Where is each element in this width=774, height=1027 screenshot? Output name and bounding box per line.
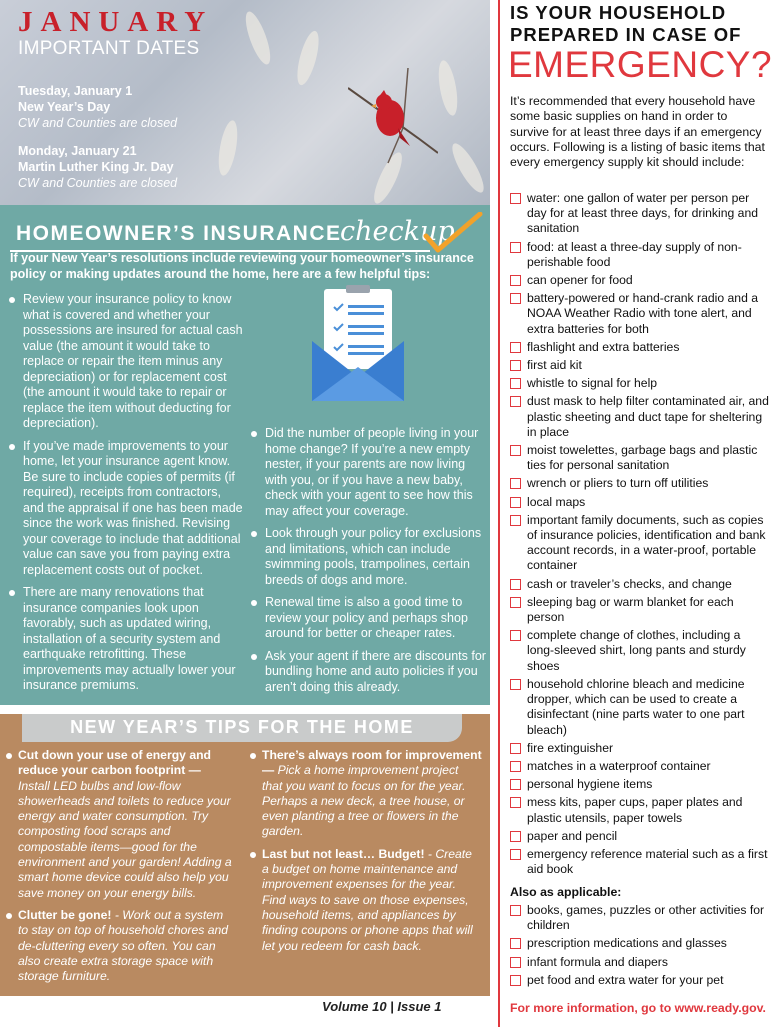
checklist-item-text: paper and pencil (527, 828, 618, 843)
checklist-item (510, 443, 770, 473)
checkbox-icon (510, 360, 521, 371)
checkbox-icon (510, 597, 521, 608)
checkbox-icon (510, 242, 521, 253)
checklist-item (510, 829, 770, 844)
checklist-item (510, 847, 770, 877)
checkbox-icon (510, 342, 521, 353)
grass-decoration (293, 29, 323, 87)
checkbox-icon (510, 497, 521, 508)
checklist-item (510, 795, 770, 825)
list-item (6, 908, 236, 984)
checklist-item (510, 376, 770, 391)
checkbox-icon (510, 378, 521, 389)
checklist-item-text: pet food and extra water for your pet (527, 972, 724, 987)
list-item: Ask your agent if there are discounts for bundling home and auto policies if you aren’t doing this already. (250, 649, 486, 696)
event-date: Monday, January 21 (18, 144, 137, 158)
checklist-item-text: personal hygiene items (527, 777, 653, 792)
list-item (250, 847, 482, 954)
list-item: Look through your policy for exclusions and limitations, which can include swimming pools, trampolines, certain breeds of dogs and more. (250, 526, 486, 588)
checklist-item (510, 495, 770, 510)
checkbox-icon (510, 293, 521, 304)
checklist-item-text: books, games, puzzles or other activities for children (527, 903, 765, 933)
emergency-title-line3: EMERGENCY? (508, 44, 773, 85)
checkbox-icon (510, 396, 521, 407)
checklist-item-text: sleeping bag or warm blanket for each person (527, 594, 734, 625)
checklist-item (510, 903, 770, 933)
hero-subtitle: IMPORTANT DATES (18, 38, 200, 59)
checklist-item-text: household chlorine bleach and medicine dropper, which can be used to create a disinfectant (nine parts water to one part bleach) (527, 676, 745, 737)
insurance-intro: If your New Year’s resolutions include reviewing your homeowner’s insurance policy or making updates around the home, here are a few helpful tips: (10, 251, 474, 281)
checkbox-icon (510, 849, 521, 860)
checkbox-icon (510, 797, 521, 808)
column-divider (498, 0, 500, 1027)
checkbox-icon (510, 938, 521, 949)
grass-decoration (215, 119, 240, 177)
checklist-item-text: battery-powered or hand-crank radio and a NOAA Weather Radio with tone alert, and extra batteries for both (527, 291, 759, 336)
checklist-item-text: local maps (527, 494, 586, 509)
insurance-title: HOMEOWNER’S INSURANCE (16, 222, 342, 245)
list-item: Renewal time is also a good time to review your policy and perhaps shop around for better or cheaper rates. (250, 595, 486, 642)
envelope-checklist-icon (310, 285, 406, 403)
tip-body: - Work out a system to stay on top of household chores and de-cluttering every so often. You can also create extra storage space with storage furniture. (18, 907, 229, 984)
event-date: Tuesday, January 1 (18, 84, 133, 98)
emergency-checklist (510, 191, 770, 880)
checklist-item (510, 394, 770, 440)
insurance-title-script: checkup (340, 216, 455, 247)
checklist-item-text: water: one gallon of water per person per day for at least three days, for drinking and sanitation (527, 191, 759, 236)
checklist-item-text: mess kits, paper cups, paper plates and plastic utensils, paper towels (527, 795, 743, 825)
list-item: Review your insurance policy to know what is covered and whether your possessions are insured for actual cash value (the amount it would take to replace or repair the item minus any depreciation) or for replacement cost (the amount it would take to repair or replace the item without deducting for depreciation). (8, 292, 245, 432)
tips-list-right (250, 748, 482, 961)
insurance-list-left (8, 292, 245, 701)
list-item: Did the number of people living in your home change? If you’re a new empty nester, if your parents are now living with you, or if you have a new baby, check with your agent to see how this may affect your coverage. (250, 426, 486, 519)
tip-body: - Create a budget on home maintenance and improvement expenses for the year. Find ways to save on those expenses, household items, and appliances by finding coupons or phone apps that will let you redeem for cash back. (262, 846, 473, 953)
checkbox-icon (510, 515, 521, 526)
checkbox-icon (510, 579, 521, 590)
event-note: CW and Counties are closed (18, 176, 178, 190)
checklist-item-text: can opener for food (527, 273, 633, 288)
more-info-link[interactable]: For more information, go to www.ready.gov. (510, 1001, 766, 1015)
checkbox-icon (510, 957, 521, 968)
checklist-item-text: whistle to signal for help (527, 376, 658, 391)
hero-banner (0, 0, 490, 205)
tip-lead: There’s always room for improvement — (262, 748, 482, 778)
checkbox-icon (510, 193, 521, 204)
checkbox-icon (510, 275, 521, 286)
checkbox-icon (510, 761, 521, 772)
checkbox-icon (510, 679, 521, 690)
checklist-item-text: wrench or pliers to turn off utilities (527, 476, 709, 491)
tip-lead: Cut down your use of energy and reduce your carbon footprint — (18, 748, 211, 778)
checkbox-icon (510, 975, 521, 986)
event-note: CW and Counties are closed (18, 116, 178, 130)
checklist-item-text: moist towelettes, garbage bags and plastic ties for personal sanitation (527, 443, 758, 473)
tips-list-left (6, 748, 236, 991)
tip-body: Pick a home improvement project that you want to focus on for the year. Perhaps a new deck, a tree house, or even planting a tree or flowers in the garden. (262, 763, 466, 839)
tips-section (0, 714, 490, 996)
checklist-item (510, 741, 770, 756)
checklist-item-text: infant formula and diapers (527, 954, 668, 969)
tip-lead: Last but not least… Budget! (262, 846, 425, 861)
also-checklist (510, 903, 770, 991)
volume-issue: Volume 10 | Issue 1 (322, 999, 442, 1014)
checklist-item (510, 273, 770, 288)
list-item (6, 748, 236, 901)
tips-title: NEW YEAR’S TIPS FOR THE HOME (70, 717, 414, 737)
event-name: Martin Luther King Jr. Day (18, 160, 174, 174)
checklist-item (510, 358, 770, 373)
grass-decoration (447, 140, 489, 196)
checklist-item (510, 628, 770, 674)
checklist-item (510, 595, 770, 625)
grass-decoration (435, 59, 460, 117)
checklist-item-text: first aid kit (527, 358, 582, 373)
checkbox-icon (510, 478, 521, 489)
checklist-item-text: fire extinguisher (527, 740, 614, 755)
checklist-item-text: complete change of clothes, including a long-sleeved shirt, long pants and sturdy shoes (527, 628, 746, 673)
checklist-item-text: flashlight and extra batteries (527, 339, 680, 354)
list-item: There are many renovations that insurance companies look upon favorably, such as updated wiring, installation of a security system and earthquake retrofitting. These improvements may actually lower your insurance premiums. (8, 585, 245, 694)
checklist-item-text: food: at least a three-day supply of non-perishable food (527, 239, 742, 269)
checklist-item (510, 777, 770, 792)
checklist-item (510, 240, 770, 270)
tip-lead: Clutter be gone! (18, 907, 112, 922)
tip-body: Install LED bulbs and low-flow showerheads and toilets to reduce your energy and water consumption. Try composting food scraps and compostable items—good for the environment and your garden! Adding a smart home device could also help you save money on your energy bills. (18, 778, 232, 900)
checklist-item (510, 577, 770, 592)
event-item (18, 83, 177, 131)
checkbox-icon (510, 779, 521, 790)
checkbox-icon (510, 445, 521, 456)
checklist-item-text: matches in a waterproof container (527, 758, 711, 773)
checklist-item-text: prescription medications and glasses (527, 936, 727, 951)
event-name: New Year’s Day (18, 100, 111, 114)
checkbox-icon (510, 630, 521, 641)
emergency-title-line2: PREPARED IN CASE OF (510, 24, 742, 45)
checkbox-icon (510, 743, 521, 754)
list-item: If you’ve made improvements to your home, let your insurance agent know. Be sure to include copies of permits (if required), receipts from contractors, and the appraisal if one has been made since the work was finished. Revising your coverage to include that additional value can save you from paying extra replacement costs out of pocket. (8, 439, 245, 579)
checklist-item-text: dust mask to help filter contaminated air, and plastic sheeting and duct tape for sheltering in place (527, 394, 769, 439)
hero-month: JANUARY (18, 6, 214, 38)
checklist-item-text: emergency reference material such as a first aid book (527, 846, 768, 877)
checklist-item (510, 936, 770, 951)
tips-heading-bar (22, 714, 462, 742)
checklist-item (510, 973, 770, 988)
grass-decoration (241, 9, 275, 67)
insurance-list-right (250, 426, 486, 702)
also-heading: Also as applicable: (510, 885, 622, 899)
checklist-item (510, 955, 770, 970)
checklist-item (510, 513, 770, 574)
emergency-intro: It’s recommended that every household have some basic supplies on hand in order to survive for at least three days if an emergency occurs. Following is a listing of basic items that every emergency supply kit should include: (510, 94, 765, 170)
checklist-item (510, 291, 770, 337)
checklist-item-text: cash or traveler’s checks, and change (527, 576, 732, 591)
checklist-item (510, 191, 770, 237)
checkbox-icon (510, 831, 521, 842)
emergency-title-line1: IS YOUR HOUSEHOLD (510, 2, 727, 23)
event-item (18, 143, 177, 191)
checklist-item (510, 759, 770, 774)
cardinal-bird-icon (348, 68, 438, 168)
insurance-section (0, 205, 490, 705)
list-item (250, 748, 482, 840)
checkbox-icon (510, 905, 521, 916)
checklist-item (510, 340, 770, 355)
checklist-item (510, 476, 770, 491)
checklist-item-text: important family documents, such as copies of insurance policies, identification and bank account records, in a water-proof, portable container (527, 512, 766, 573)
checklist-item (510, 677, 770, 738)
